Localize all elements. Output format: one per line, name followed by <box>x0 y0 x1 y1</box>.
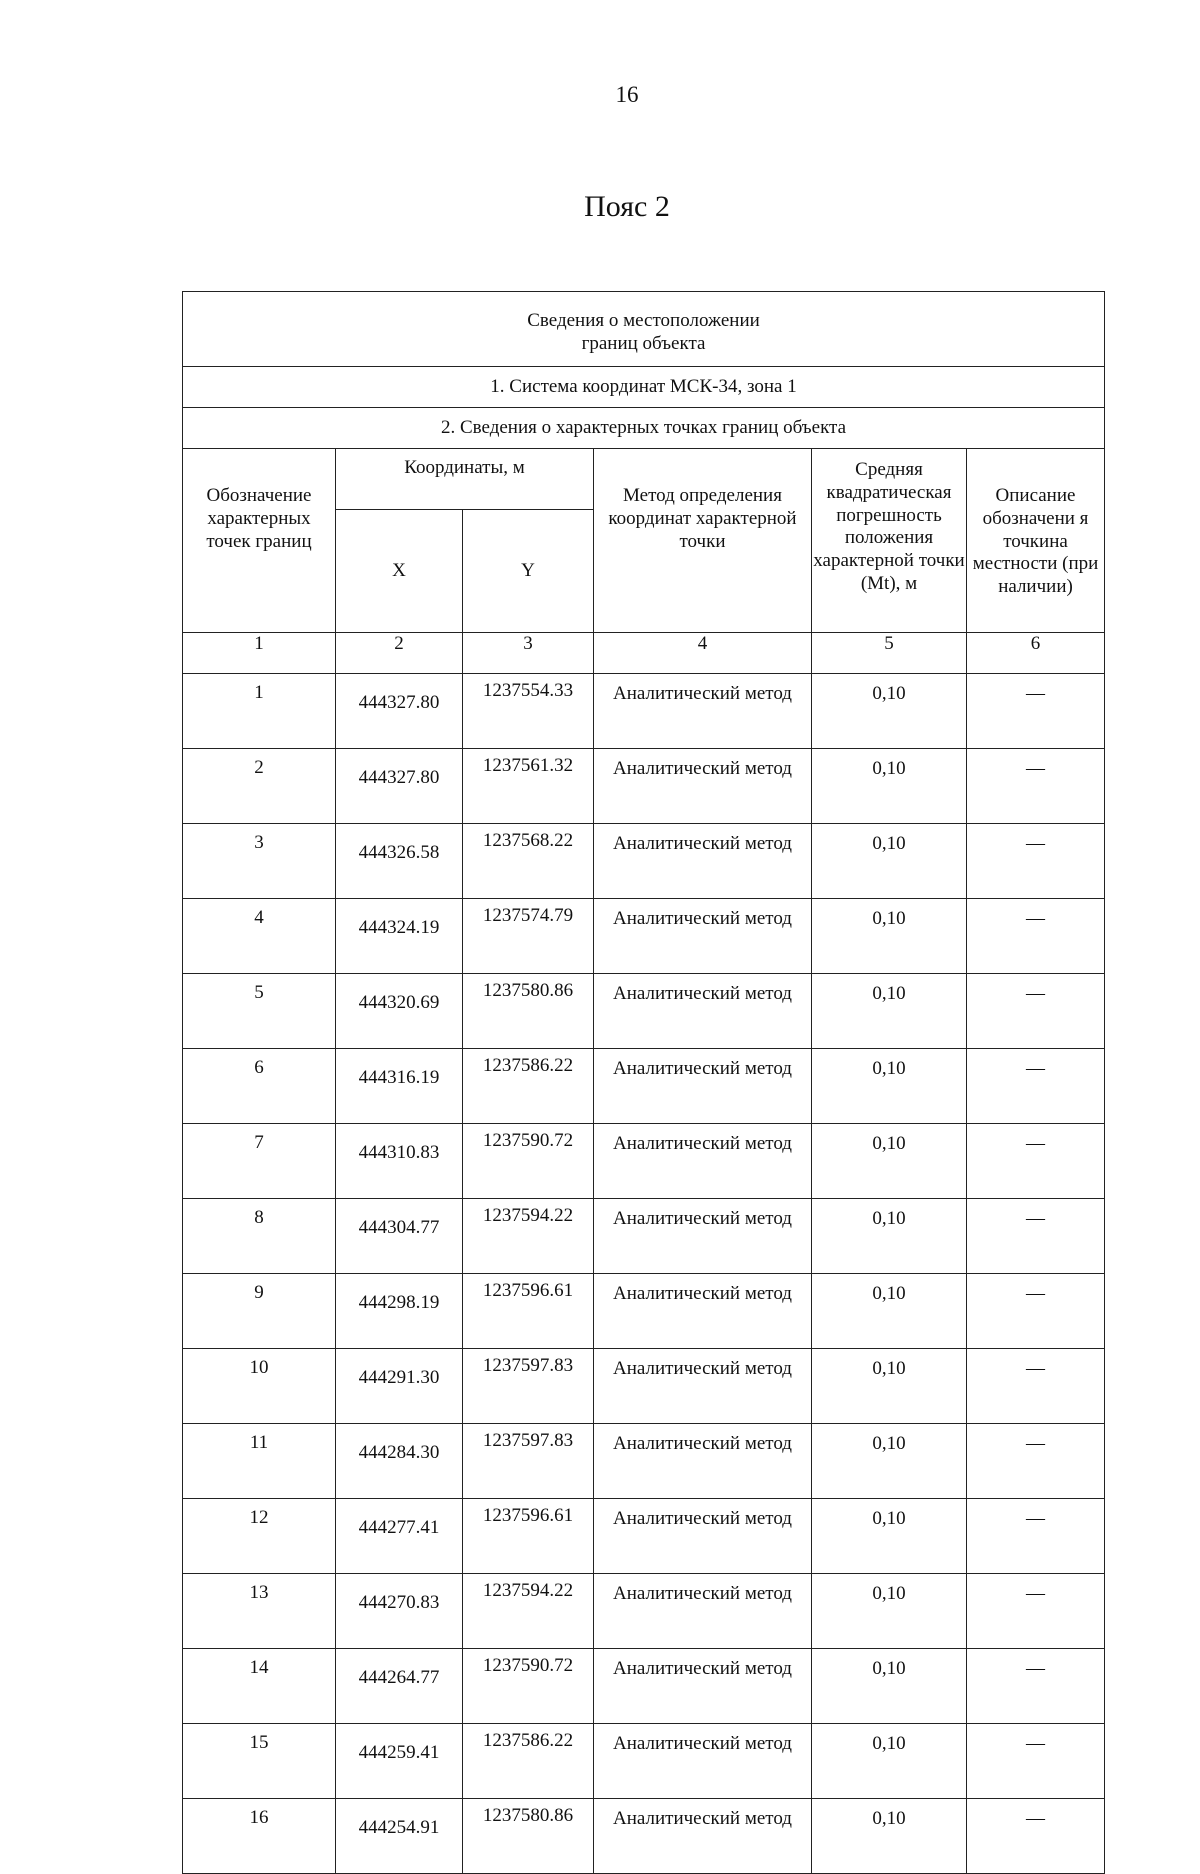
column-number: 4 <box>594 633 812 674</box>
description-cell: — <box>967 1499 1105 1574</box>
header-description: Описание обозначени я точкина местности (при наличии) <box>967 449 1105 633</box>
coordinate-y: 1237596.61 <box>463 1499 594 1574</box>
column-number: 1 <box>183 633 336 674</box>
description-cell: — <box>967 1424 1105 1499</box>
point-designation: 12 <box>183 1499 336 1574</box>
point-designation: 10 <box>183 1349 336 1424</box>
mean-square-error-cell: 0,10 <box>812 974 967 1049</box>
mean-square-error-cell: 0,10 <box>812 1049 967 1124</box>
method-cell: Аналитический метод <box>594 899 812 974</box>
description-cell: — <box>967 1349 1105 1424</box>
description-cell: — <box>967 974 1105 1049</box>
table-row <box>183 1724 1105 1799</box>
table-row <box>183 899 1105 974</box>
method-cell: Аналитический метод <box>594 1799 812 1874</box>
description-cell: — <box>967 674 1105 749</box>
mean-square-error-cell: 0,10 <box>812 749 967 824</box>
table-row <box>183 1499 1105 1574</box>
description-cell: — <box>967 824 1105 899</box>
table-row <box>183 1274 1105 1349</box>
description-cell: — <box>967 1724 1105 1799</box>
table-row <box>183 1349 1105 1424</box>
coordinate-x: 444310.83 <box>336 1124 463 1199</box>
table-title-text: Сведения о местоположении границ объекта <box>527 310 760 354</box>
method-cell: Аналитический метод <box>594 749 812 824</box>
table-row <box>183 824 1105 899</box>
mean-square-error-cell: 0,10 <box>812 1799 967 1874</box>
method-cell: Аналитический метод <box>594 1349 812 1424</box>
coordinate-y: 1237580.86 <box>463 974 594 1049</box>
header-method: Метод определения координат характерной точки <box>594 449 812 633</box>
mean-square-error-cell: 0,10 <box>812 1349 967 1424</box>
coordinate-y: 1237594.22 <box>463 1574 594 1649</box>
column-number: 2 <box>336 633 463 674</box>
method-cell: Аналитический метод <box>594 1649 812 1724</box>
coordinate-x: 444327.80 <box>336 749 463 824</box>
coordinate-y: 1237596.61 <box>463 1274 594 1349</box>
header-y: Y <box>463 510 594 633</box>
point-designation: 1 <box>183 674 336 749</box>
coordinate-y: 1237580.86 <box>463 1799 594 1874</box>
coordinate-x: 444284.30 <box>336 1424 463 1499</box>
coordinate-y: 1237574.79 <box>463 899 594 974</box>
point-designation: 2 <box>183 749 336 824</box>
coordinate-x: 444327.80 <box>336 674 463 749</box>
method-cell: Аналитический метод <box>594 1724 812 1799</box>
point-designation: 5 <box>183 974 336 1049</box>
method-cell: Аналитический метод <box>594 824 812 899</box>
coordinate-y: 1237586.22 <box>463 1724 594 1799</box>
method-cell: Аналитический метод <box>594 974 812 1049</box>
table-row <box>183 749 1105 824</box>
coordinate-x: 444304.77 <box>336 1199 463 1274</box>
description-cell: — <box>967 899 1105 974</box>
coordinate-x: 444259.41 <box>336 1724 463 1799</box>
coordinate-x: 444254.91 <box>336 1799 463 1874</box>
mean-square-error-cell: 0,10 <box>812 1199 967 1274</box>
description-cell: — <box>967 1124 1105 1199</box>
coordinate-x: 444316.19 <box>336 1049 463 1124</box>
mean-square-error-cell: 0,10 <box>812 899 967 974</box>
method-cell: Аналитический метод <box>594 674 812 749</box>
coordinate-y: 1237594.22 <box>463 1199 594 1274</box>
table-row <box>183 974 1105 1049</box>
point-designation: 14 <box>183 1649 336 1724</box>
coordinate-y: 1237597.83 <box>463 1349 594 1424</box>
coordinate-y: 1237597.83 <box>463 1424 594 1499</box>
mean-square-error-cell: 0,10 <box>812 1499 967 1574</box>
description-cell: — <box>967 1199 1105 1274</box>
table-row <box>183 1049 1105 1124</box>
coordinate-x: 444320.69 <box>336 974 463 1049</box>
point-designation: 3 <box>183 824 336 899</box>
table-title <box>183 292 1105 367</box>
method-cell: Аналитический метод <box>594 1274 812 1349</box>
coordinate-x: 444291.30 <box>336 1349 463 1424</box>
point-designation: 11 <box>183 1424 336 1499</box>
table-row <box>183 1799 1105 1874</box>
coordinate-x: 444324.19 <box>336 899 463 974</box>
coordinate-x: 444270.83 <box>336 1574 463 1649</box>
mean-square-error-cell: 0,10 <box>812 1424 967 1499</box>
table-row <box>183 1574 1105 1649</box>
header-x: X <box>336 510 463 633</box>
coordinates-table <box>182 291 1105 1874</box>
points-section-row: 2. Сведения о характерных точках границ объекта <box>183 408 1105 449</box>
point-designation: 7 <box>183 1124 336 1199</box>
method-cell: Аналитический метод <box>594 1049 812 1124</box>
method-cell: Аналитический метод <box>594 1124 812 1199</box>
method-cell: Аналитический метод <box>594 1424 812 1499</box>
table-row <box>183 1649 1105 1724</box>
coordinate-y: 1237586.22 <box>463 1049 594 1124</box>
coordinate-y: 1237568.22 <box>463 824 594 899</box>
mean-square-error-cell: 0,10 <box>812 1724 967 1799</box>
point-designation: 16 <box>183 1799 336 1874</box>
description-cell: — <box>967 1049 1105 1124</box>
description-cell: — <box>967 1574 1105 1649</box>
method-cell: Аналитический метод <box>594 1499 812 1574</box>
point-designation: 9 <box>183 1274 336 1349</box>
coordinate-y: 1237590.72 <box>463 1649 594 1724</box>
mean-square-error-cell: 0,10 <box>812 1574 967 1649</box>
table-row <box>183 1424 1105 1499</box>
column-number: 3 <box>463 633 594 674</box>
column-number: 5 <box>812 633 967 674</box>
coordinate-x: 444298.19 <box>336 1274 463 1349</box>
page-number: 16 <box>615 82 639 107</box>
description-cell: — <box>967 1649 1105 1724</box>
coordinate-x: 444326.58 <box>336 824 463 899</box>
point-designation: 15 <box>183 1724 336 1799</box>
mean-square-error-cell: 0,10 <box>812 674 967 749</box>
coordinate-y: 1237554.33 <box>463 674 594 749</box>
coordinate-x: 444264.77 <box>336 1649 463 1724</box>
point-designation: 6 <box>183 1049 336 1124</box>
description-cell: — <box>967 1274 1105 1349</box>
table-row <box>183 1199 1105 1274</box>
header-coordinates: Координаты, м <box>336 449 594 510</box>
coordinate-y: 1237561.32 <box>463 749 594 824</box>
method-cell: Аналитический метод <box>594 1199 812 1274</box>
mean-square-error-cell: 0,10 <box>812 1124 967 1199</box>
coordinate-system-row: 1. Система координат МСК-34, зона 1 <box>183 367 1105 408</box>
method-cell: Аналитический метод <box>594 1574 812 1649</box>
mean-square-error-cell: 0,10 <box>812 1649 967 1724</box>
header-point-label: Обозначение характерных точек границ <box>183 449 336 633</box>
point-designation: 4 <box>183 899 336 974</box>
column-number: 6 <box>967 633 1105 674</box>
column-number-row <box>183 633 1105 674</box>
header-mean-square-error: Средняя квадратическая погрешность положения характерной точки (Mt), м <box>812 449 967 633</box>
coordinate-x: 444277.41 <box>336 1499 463 1574</box>
point-designation: 8 <box>183 1199 336 1274</box>
page-heading: Пояс 2 <box>584 190 670 223</box>
mean-square-error-cell: 0,10 <box>812 1274 967 1349</box>
coordinate-y: 1237590.72 <box>463 1124 594 1199</box>
table-row <box>183 674 1105 749</box>
description-cell: — <box>967 1799 1105 1874</box>
point-designation: 13 <box>183 1574 336 1649</box>
table-row <box>183 1124 1105 1199</box>
mean-square-error-cell: 0,10 <box>812 824 967 899</box>
description-cell: — <box>967 749 1105 824</box>
